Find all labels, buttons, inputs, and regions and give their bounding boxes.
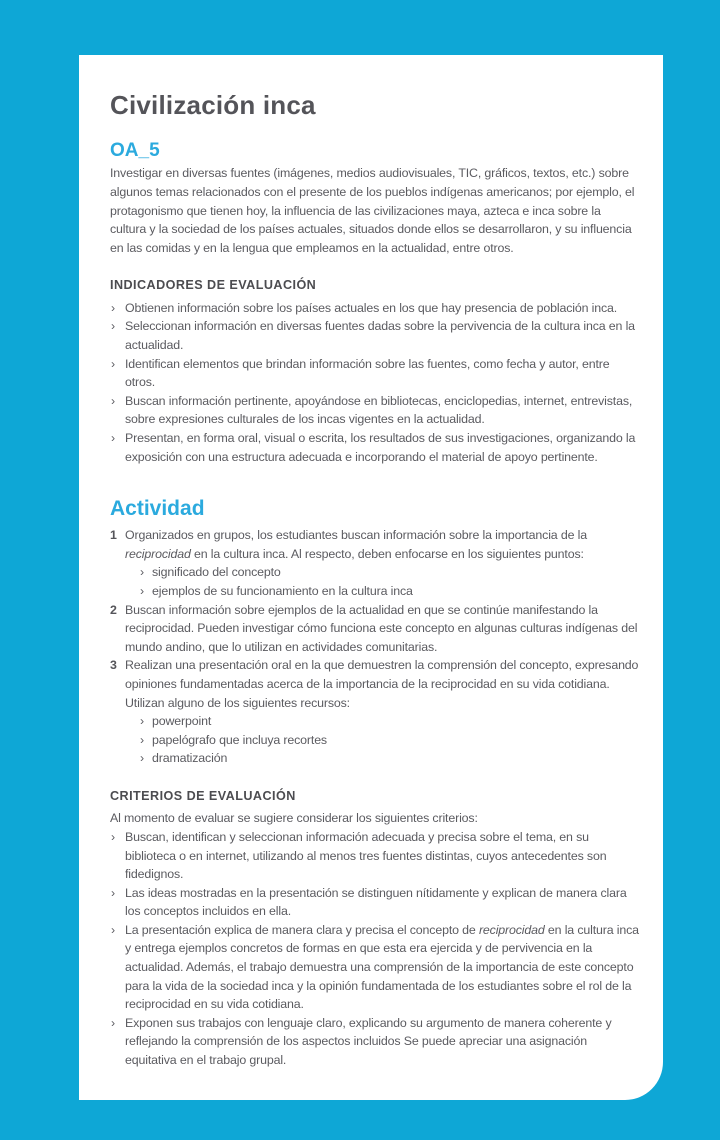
bullet-marker: ›	[111, 829, 115, 844]
oa-heading: OA_5	[110, 139, 160, 161]
text-run: Exponen sus trabajos con lenguaje claro, explicando su argumento de manera coherente y reflejando la comprensión de los aspectos incluidos Se puede apreciar una asignación equitativa en el trabajo grupal.	[125, 1015, 612, 1068]
bullet-marker: ›	[111, 393, 115, 408]
text-run: Buscan información sobre ejemplos de la actualidad en que se continúe manifestando la reciprocidad. Pueden investigar cómo funciona este concepto en algunas culturas indígenas del mundo andino, que lo utilizan en actividades comunitarias.	[125, 602, 638, 654]
bullet-marker: ›	[140, 714, 144, 729]
item-text: ejemplos de su funcionamiento en la cultura inca	[152, 584, 413, 599]
item-text: Presentan, en forma oral, visual o escrita, los resultados de sus investigaciones, organizando la exposición con una estructura adecuada e incorporando el material de apoyo pertinente.	[125, 430, 636, 464]
list-item	[110, 299, 639, 318]
item-text	[125, 658, 638, 709]
list-item	[110, 355, 639, 392]
criterios-intro: Al momento de evaluar se sugiere considerar los siguientes criterios:	[110, 811, 478, 826]
criterios-heading: CRITERIOS DE EVALUACIÓN	[110, 788, 296, 803]
item-number: 1	[110, 528, 117, 543]
bullet-marker: ›	[111, 922, 115, 937]
list-item	[110, 1014, 639, 1070]
actividad-list	[110, 526, 639, 768]
item-text: Buscan información pertinente, apoyándose en bibliotecas, enciclopedias, internet, entrevistas, sobre expresiones culturales de los incas vigentes en la actualidad.	[125, 393, 633, 427]
item-text: Seleccionan información en diversas fuentes dadas sobre la pervivencia de la cultura inca en la actualidad.	[125, 319, 635, 352]
text-run: Realizan una presentación oral en la que demuestren la comprensión del concepto, expresando opiniones fundamentadas acerca de la importancia de la reciprocidad en su vida cotidiana. Utilizan alguno de los siguientes recursos:	[125, 658, 639, 710]
list-item	[110, 601, 639, 657]
text-run: en la cultura inca. Al respecto, deben enfocarse en los siguientes puntos:	[190, 546, 584, 561]
content-card	[79, 55, 663, 1100]
item-text	[125, 528, 587, 561]
list-item	[110, 656, 639, 768]
bullet-marker: ›	[111, 319, 115, 334]
item-text	[125, 923, 639, 1011]
list-item	[139, 749, 639, 768]
list-item	[139, 563, 639, 582]
item-text: Obtienen información sobre los países actuales en los que hay presencia de población inca.	[125, 300, 618, 315]
bullet-marker: ›	[140, 584, 144, 599]
item-text: powerpoint	[152, 714, 212, 729]
sub-list	[139, 712, 639, 768]
item-text	[125, 1016, 611, 1067]
bullet-marker: ›	[111, 430, 115, 445]
item-text: Identifican elementos que brindan información sobre las fuentes, como fecha y autor, entre otros.	[125, 356, 610, 390]
item-text: significado del concepto	[152, 565, 281, 580]
item-number: 3	[110, 658, 117, 673]
list-item	[139, 582, 639, 601]
text-run: Organizados en grupos, los estudiantes buscan información sobre la importancia de la	[125, 528, 587, 543]
criterios-list	[110, 828, 639, 1070]
list-item	[110, 317, 639, 354]
list-item	[110, 828, 639, 884]
list-item	[139, 731, 639, 750]
list-item	[110, 921, 639, 1014]
indicadores-heading: INDICADORES DE EVALUACIÓN	[110, 278, 317, 293]
bullet-marker: ›	[111, 300, 115, 315]
oa-description: Investigar en diversas fuentes (imágenes, medios audiovisuales, TIC, gráficos, textos, etc.) sobre algunos temas relacionados con el presente de los pueblos indígenas americanos; por ejemplo, el protagonismo que tienen hoy, la influencia de las civilizaciones maya, azteca e inca sobre la cultura y la sociedad de los países actuales, situados donde ellos se desarrollaron, y su influencia en las comidas y en la lengua que empleamos en la actualidad, entre otros.	[110, 166, 635, 255]
indicadores-list	[110, 299, 639, 466]
item-text	[125, 886, 627, 919]
bullet-marker: ›	[140, 732, 144, 747]
text-run: Las ideas mostradas en la presentación se distinguen nítidamente y explican de manera clara los conceptos incluidos en ella.	[125, 885, 627, 919]
text-run: en la cultura inca y entrega ejemplos concretos de formas en que esta era ejercida y de pervivencia en la actualidad. Además, el trabajo demuestra una comprensión de la importancia de este concepto para la vida de la sociedad inca y la opinión fundamentada de los estudiantes sobre el rol de la reciprocidad en su vida cotidiana.	[125, 922, 639, 1012]
list-item	[110, 429, 639, 466]
list-item	[110, 884, 639, 921]
item-text	[125, 603, 637, 654]
bullet-marker: ›	[140, 751, 144, 766]
bullet-marker: ›	[111, 356, 115, 371]
list-item	[110, 392, 639, 429]
page-title: Civilización inca	[110, 90, 316, 120]
item-text	[125, 830, 606, 881]
item-text: dramatización	[152, 751, 228, 766]
italic-text: reciprocidad	[125, 546, 191, 561]
actividad-heading: Actividad	[110, 497, 205, 521]
sub-list	[139, 563, 639, 600]
list-item	[139, 712, 639, 731]
text-run: La presentación explica de manera clara y precisa el concepto de	[125, 922, 479, 937]
bullet-marker: ›	[111, 885, 115, 900]
list-item	[110, 526, 639, 600]
text-run: Buscan, identifican y seleccionan información adecuada y precisa sobre el tema, en su biblioteca o en internet, utilizando al menos tres fuentes distintas, cuyos antecedentes son fidedignos.	[125, 829, 607, 882]
bullet-marker: ›	[111, 1015, 115, 1030]
bullet-marker: ›	[140, 565, 144, 580]
item-number: 2	[110, 602, 117, 617]
italic-text: reciprocidad	[478, 922, 545, 937]
item-text: papelógrafo que incluya recortes	[152, 732, 327, 747]
